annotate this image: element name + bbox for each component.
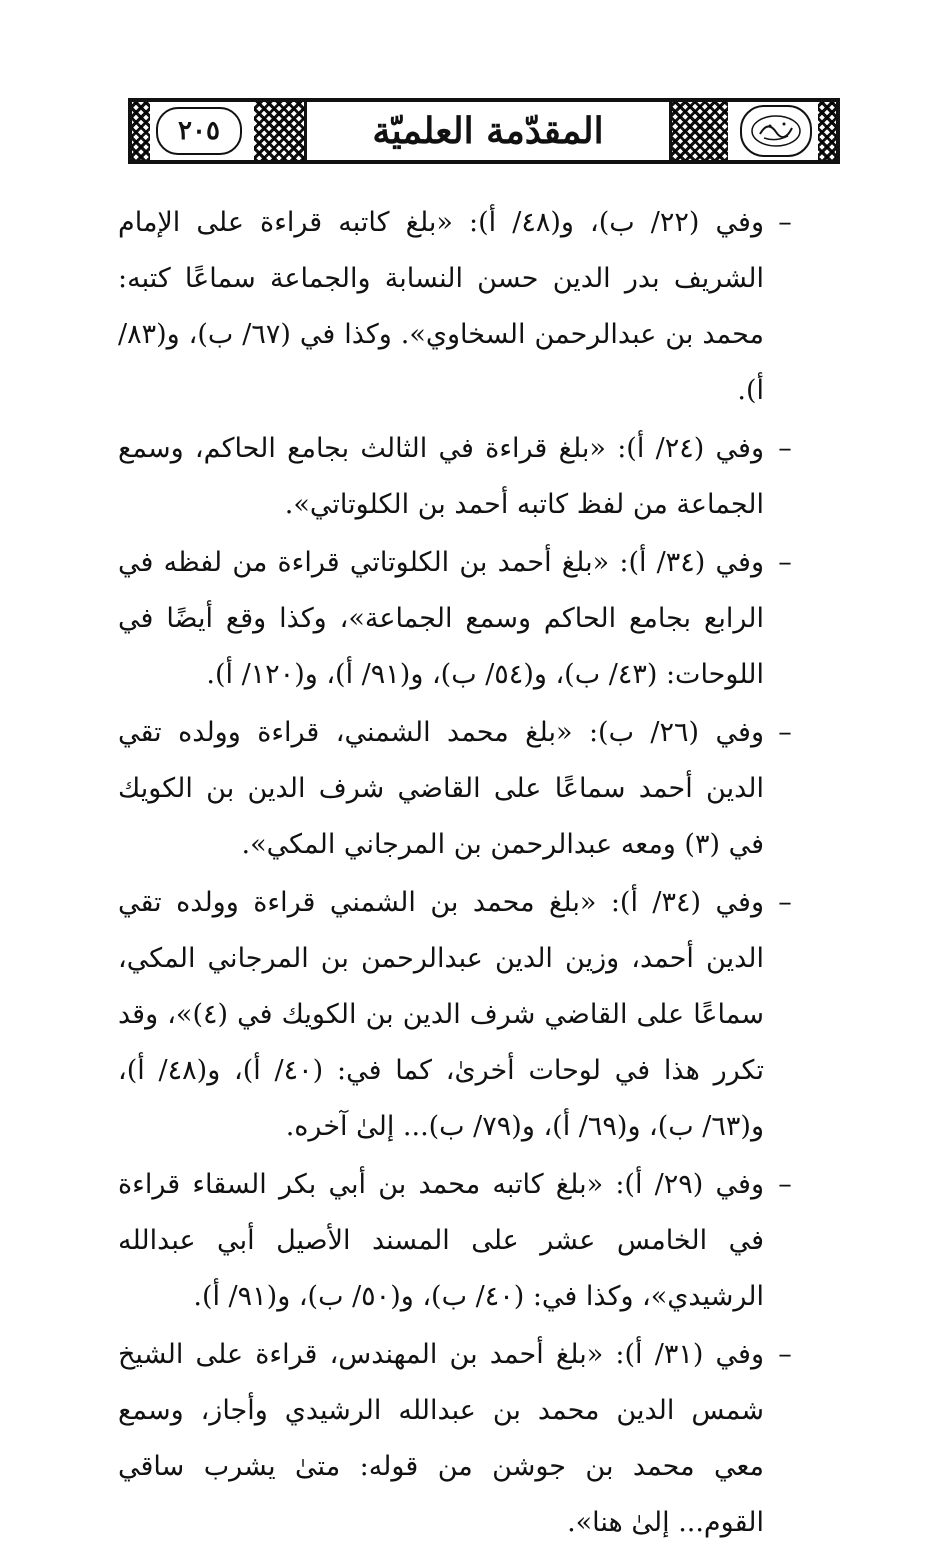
list-item	[118, 875, 792, 1155]
border-ornament	[672, 102, 728, 160]
page-title: المقدّمة العلميّة	[304, 102, 672, 160]
list-item	[118, 421, 792, 533]
entry-text: وفي (٢٢/ ب)، و(٤٨/ أ): «بلغ كاتبه قراءة على الإمام الشريف بدر الدين حسن النسابة والجماعة سماعًا كتبه: محمد بن عبدالرحمن السخاوي». وكذا في (٦٧/ ب)، و(٨٣/ أ).	[118, 207, 765, 406]
list-dash: –	[778, 1169, 792, 1200]
list-dash: –	[778, 717, 792, 748]
calligraphy-emblem-icon	[750, 114, 802, 148]
entry-text: وفي (٢٦/ ب): «بلغ محمد الشمني، قراءة وولده تقي الدين أحمد سماعًا على القاضي شرف الدين بن الكويك في (٣) ومعه عبدالرحمن بن المرجاني المكي».	[118, 717, 764, 860]
emblem-icon	[740, 105, 812, 157]
border-ornament	[132, 102, 150, 160]
entry-text: وفي (٢٤/ أ): «بلغ قراءة في الثالث بجامع الحاكم، وسمع الجماعة من لفظ كاتبه أحمد بن الكلوتاتي».	[118, 433, 764, 520]
border-ornament	[254, 102, 304, 160]
list-dash: –	[778, 1339, 792, 1370]
page-header	[128, 98, 840, 164]
entry-text: وفي (٣٤/ أ): «بلغ محمد بن الشمني قراءة وولده تقي الدين أحمد، وزين الدين عبدالرحمن بن المرجاني المكي، سماعًا على القاضي شرف الدين بن الكويك في (٤)»، وقد تكرر هذا في لوحات أخرىٰ، كما في: (٤٠/ أ)، و(٤٨/ أ)، و(٦٣/ ب)، و(٦٩/ أ)، و(٧٩/ ب)... إلىٰ آخره.	[118, 887, 764, 1142]
list-dash: –	[778, 433, 792, 464]
entry-text: وفي (٢٩/ أ): «بلغ كاتبه محمد بن أبي بكر السقاء قراءة في الخامس عشر على المسند الأصيل أبي عبدالله الرشيدي»، وكذا في: (٤٠/ ب)، و(٥٠/ ب)، و(٩١/ أ).	[118, 1169, 764, 1312]
list-dash: –	[778, 887, 792, 918]
border-ornament	[818, 102, 836, 160]
list-item	[118, 705, 792, 873]
list-dash: –	[778, 207, 792, 238]
list-item	[118, 195, 792, 419]
list-item	[118, 1157, 792, 1325]
page-number: ٢٠٥	[156, 107, 242, 155]
body-text	[118, 195, 792, 1553]
entry-text: وفي (٣٤/ أ): «بلغ أحمد بن الكلوتاتي قراءة من لفظه في الرابع بجامع الحاكم وسمع الجماعة»، وكذا وقع أيضًا في اللوحات: (٤٣/ ب)، و(٥٤/ ب)، و(٩١/ أ)، و(١٢٠/ أ).	[118, 547, 764, 690]
list-dash: –	[778, 547, 792, 578]
list-item	[118, 535, 792, 703]
list-item	[118, 1327, 792, 1551]
entry-text: وفي (٣١/ أ): «بلغ أحمد بن المهندس، قراءة على الشيخ شمس الدين محمد بن عبدالله الرشيدي وأجاز، وسمع معي محمد بن جوشن من قوله: متىٰ يشرب ساقي القوم... إلىٰ هنا».	[118, 1339, 764, 1538]
